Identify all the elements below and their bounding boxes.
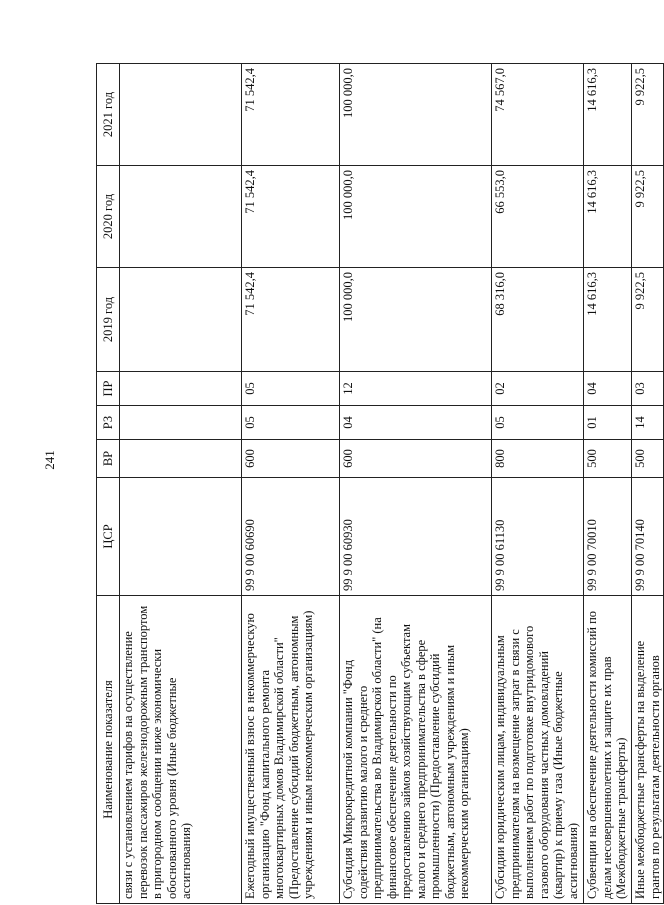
cell-name: Иные межбюджетные трансферты на выделение грантов по результатам деятельности органов: [632, 596, 664, 904]
cell-2020: [120, 166, 242, 268]
cell-name: Субсидии юридическим лицам, индивидуальным предпринимателям на возмещение затрат в связи с выполнением работ по подготовке внутридомового газового оборудования частных домовладений (квартир) к приему газа (Иные бюджетные ассигнования): [492, 596, 584, 904]
cell-rz: 05: [492, 406, 584, 440]
table-row: [632, 64, 664, 904]
cell-name: Субвенции на обеспечение деятельности комиссий по делам несовершеннолетних и защите их прав (Межбюджетные трансферты): [584, 596, 632, 904]
cell-2020: 71 542,4: [242, 166, 340, 268]
cell-2021: 74 567,0: [492, 64, 584, 166]
cell-vr: [120, 440, 242, 478]
cell-pr: 03: [632, 372, 664, 406]
cell-csr: 99 9 00 60690: [242, 478, 340, 596]
cell-2020: 100 000,0: [340, 166, 492, 268]
cell-2021: 71 542,4: [242, 64, 340, 166]
header-2020: 2020 год: [97, 166, 120, 268]
cell-2019: [120, 268, 242, 372]
cell-2020: 14 616,3: [584, 166, 632, 268]
cell-2019: 14 616,3: [584, 268, 632, 372]
cell-vr: 500: [632, 440, 664, 478]
budget-table: [96, 63, 664, 904]
cell-2019: 71 542,4: [242, 268, 340, 372]
cell-name: связи с установлением тарифов на осуществление перевозок пассажиров железнодорожным транспортом в пригородном сообщении ниже экономически обоснованного уровня (Иные бюджетные ассигнования): [120, 596, 242, 904]
header-name: Наименование показателя: [97, 596, 120, 904]
cell-vr: 800: [492, 440, 584, 478]
cell-2020: 9 922,5: [632, 166, 664, 268]
header-2021: 2021 год: [97, 64, 120, 166]
table-row: [492, 64, 584, 904]
cell-name: Субсидия Микрокредитной компании "Фонд содействия развитию малого и среднего предпринимательства во Владимирской области" (на финансовое обеспечение деятельности по предоставлению займов хозяйствующим субъектам малого и среднего предпринимательства в сфере промышленности) (Предоставление субсидий бюджетным, автономным учреждениям и иным некоммерческим организациям): [340, 596, 492, 904]
cell-2021: 100 000,0: [340, 64, 492, 166]
cell-rz: 14: [632, 406, 664, 440]
cell-2021: 9 922,5: [632, 64, 664, 166]
cell-2019: 68 316,0: [492, 268, 584, 372]
table-header-row: [97, 64, 120, 904]
cell-rz: 04: [340, 406, 492, 440]
cell-vr: 500: [584, 440, 632, 478]
header-pr: ПР: [97, 372, 120, 406]
cell-pr: [120, 372, 242, 406]
table-row: [340, 64, 492, 904]
cell-2020: 66 553,0: [492, 166, 584, 268]
rotated-table-container: [96, 64, 662, 904]
cell-2019: 9 922,5: [632, 268, 664, 372]
header-2019: 2019 год: [97, 268, 120, 372]
cell-csr: 99 9 00 60930: [340, 478, 492, 596]
cell-csr: 99 9 00 70010: [584, 478, 632, 596]
cell-2021: [120, 64, 242, 166]
cell-vr: 600: [242, 440, 340, 478]
cell-pr: 04: [584, 372, 632, 406]
cell-pr: 12: [340, 372, 492, 406]
cell-csr: 99 9 00 70140: [632, 478, 664, 596]
header-csr: ЦСР: [97, 478, 120, 596]
cell-2019: 100 000,0: [340, 268, 492, 372]
cell-csr: 99 9 00 61130: [492, 478, 584, 596]
cell-pr: 02: [492, 372, 584, 406]
header-rz: РЗ: [97, 406, 120, 440]
cell-rz: 01: [584, 406, 632, 440]
table-row: [242, 64, 340, 904]
cell-vr: 600: [340, 440, 492, 478]
cell-2021: 14 616,3: [584, 64, 632, 166]
cell-name: Ежегодный имущественный взнос в некоммерческую организацию "Фонд капитального ремонта многоквартирных домов Владимирской области" (Предоставление субсидий бюджетным, автономным учреждениям и иным некоммерческим организациям): [242, 596, 340, 904]
page-number: 241: [42, 450, 57, 470]
cell-rz: 05: [242, 406, 340, 440]
cell-rz: [120, 406, 242, 440]
table-row: [584, 64, 632, 904]
table-row: [120, 64, 242, 904]
cell-csr: [120, 478, 242, 596]
cell-pr: 05: [242, 372, 340, 406]
header-vr: ВР: [97, 440, 120, 478]
